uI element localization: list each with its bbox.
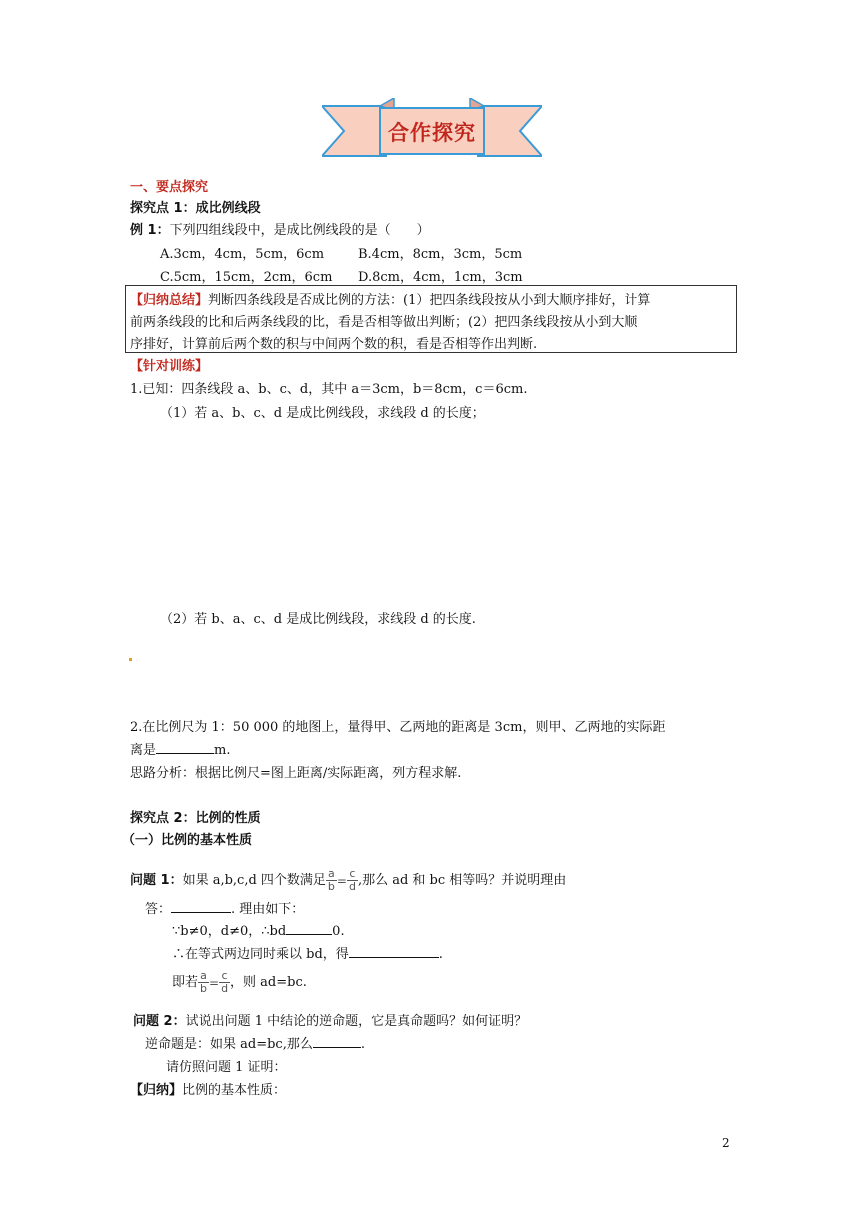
question-1-intro: 1.已知：四条线段 a、b、c、d，其中 a＝3cm，b＝8cm，c＝6cm. (130, 382, 528, 397)
prove-line: 请仿照问题 1 证明： (166, 1060, 287, 1075)
question-2-line-2 (130, 739, 230, 758)
stray-dot (129, 658, 132, 661)
option-c: C.5cm，15cm，2cm，6cm (160, 270, 333, 285)
question-2-suffix: m. (214, 743, 231, 758)
summary-line-1 (130, 289, 650, 308)
training-label: 【针对训练】 (130, 359, 209, 374)
equals-sign-2: = (209, 975, 220, 990)
answer-blank-3[interactable] (349, 944, 439, 958)
because-line (172, 920, 345, 939)
problem-2-label: 问题 2： (133, 1014, 186, 1029)
converse-suffix: . (360, 1037, 365, 1052)
page-number: 2 (722, 1136, 730, 1150)
therefore-text: ∴在等式两边同时乘以 bd，得 (172, 947, 349, 962)
converse-prefix: 逆命题是：如果 ad=bc,那么 (145, 1037, 313, 1052)
problem-1 (130, 868, 566, 894)
fraction-c-over-d: $\frac{c}{d}$ (348, 867, 356, 893)
problem-1-text-b: ,那么 ad 和 bc 相等吗？并说明理由 (357, 873, 567, 888)
option-a: A.3cm，4cm，5cm，6cm (160, 247, 325, 262)
answer-suffix: . 理由如下： (231, 902, 305, 917)
question-2-hint: 思路分析：根据比例尺=图上距离/实际距离，列方程求解. (130, 766, 462, 781)
answer-blank-4[interactable] (313, 1034, 361, 1048)
problem-1-text-a: 如果 a,b,c,d 四个数满足 (182, 873, 326, 888)
question-2-line-1: 2.在比例尺为 1：50 000 的地图上，量得甲、乙两地的距离是 3cm，则甲、乙两地的实际距 (130, 720, 666, 735)
summary-text-1: 判断四条线段是否成比例的方法：(1）把四条线段按从小到大顺序排好，计算 (208, 293, 651, 308)
example1 (130, 219, 430, 238)
problem-2-text: 试说出问题 1 中结论的逆命题，它是真命题吗？如何证明？ (185, 1014, 528, 1029)
answer-prefix: 答： (145, 902, 172, 917)
summary-line-2: 前两条线段的比和后两条线段的比，看是否相等做出判断；(2）把四条线段按从小到大顺 (130, 315, 638, 330)
point2-title: 探究点 2：比例的性质 (130, 811, 261, 826)
fraction-a-over-b-2: $\frac{a}{b}$ (200, 969, 207, 995)
example1-label: 例 1： (130, 223, 170, 238)
fraction-c-over-d-2: $\frac{c}{d}$ (221, 969, 229, 995)
induct-line (130, 1079, 286, 1098)
if-line (172, 970, 307, 996)
problem-1-label: 问题 1： (130, 873, 183, 888)
banner-title: 合作探究 (388, 121, 476, 145)
question-1-part-2: （2）若 b、a、c、d 是成比例线段，求线段 d 的长度. (160, 612, 476, 627)
because-end: 0. (332, 924, 345, 939)
question-2-prefix: 离是 (130, 743, 157, 758)
answer-line (145, 898, 304, 917)
answer-blank[interactable] (156, 740, 214, 754)
option-b: B.4cm，8cm，3cm，5cm (358, 247, 523, 262)
question-1-part-1: （1）若 a、b、c、d 是成比例线段，求线段 d 的长度； (160, 406, 485, 421)
summary-line-3: 序排好，计算前后两个数的积与中间两个数的积，看是否相等作出判断. (130, 337, 538, 352)
converse-line (145, 1033, 365, 1052)
answer-blank-2[interactable] (286, 921, 332, 935)
because-text: ∵b≠0，d≠0，∴bd (172, 924, 287, 939)
therefore-end: . (438, 947, 443, 962)
summary-label: 【归纳总结】 (130, 293, 209, 308)
fraction-a-over-b: $\frac{a}{b}$ (327, 867, 335, 893)
therefore-line (172, 943, 443, 962)
equals-sign: = (336, 873, 347, 888)
section-heading: 一、要点探究 (130, 180, 209, 195)
induct-text: 比例的基本性质： (182, 1083, 287, 1098)
point2-subtitle: （一）比例的基本性质 (122, 833, 253, 848)
if-prefix: 即若 (172, 975, 199, 990)
example1-text: 下列四组线段中，是成比例线段的是（ ） (169, 223, 430, 238)
problem-2 (133, 1010, 527, 1029)
point1-title: 探究点 1：成比例线段 (130, 201, 261, 216)
if-suffix: ，则 ad=bc. (230, 975, 307, 990)
answer-blank-1[interactable] (171, 899, 231, 913)
option-d: D.8cm，4cm，1cm，3cm (358, 270, 523, 285)
induct-label: 【归纳】 (130, 1083, 183, 1098)
